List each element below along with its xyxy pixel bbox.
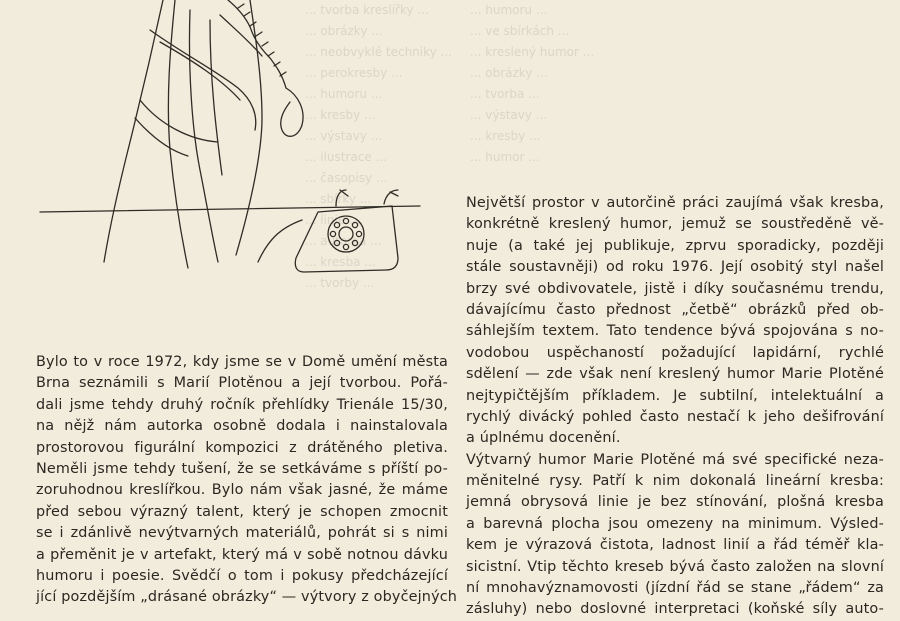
text-line: Největší prostor v autorčině práci zaujímá však kresba, <box>466 195 884 211</box>
text-line: sdělení — zde však není kreslený humor Marie Plotěné <box>466 366 884 383</box>
text-line: na nějž nám autorka osobně dodala i nainstalovala <box>36 418 448 435</box>
text-line: a přeměnit je v artefakt, který má v sobě notnou dávku <box>36 546 448 563</box>
bleed-line: ... výstavy ... <box>470 108 548 122</box>
text-line: sáhlejším textem. Tato tendence bývá spojována s no- <box>466 323 884 340</box>
text-line: nejtypičtějším příkladem. Je subtilní, intelektuální a <box>466 387 884 404</box>
bleed-line: ... obrázky ... <box>470 66 548 80</box>
phone-cord <box>258 220 302 262</box>
telephone-cradle <box>336 190 348 206</box>
text-line: Neměli jsme tehdy tušení, že se setkáváme s příští po- <box>36 460 448 477</box>
text-line: Výtvarný humor Marie Plotěné má své specifické neza- <box>466 451 884 468</box>
text-line: jící pozdějším „drásané obrázky“ — výtvory z obyčejných <box>36 589 458 606</box>
bleed-line: ... výstavy ... <box>305 129 383 143</box>
bleed-line: ... humoru ... <box>470 3 548 17</box>
text-line: rychlý divácký pohled často nestačí k jeho dešifrování <box>466 408 884 425</box>
text-line: zoruhodnou kreslířkou. Bylo nám však jasné, že máme <box>36 482 448 499</box>
text-line: brzy své obdivovatele, jistě i díky současnému trendu, <box>466 280 884 297</box>
text-line: se i zdánlivě nevýtvarných materiálů, pohrát si s nimi <box>36 525 448 542</box>
bleed-line: ... tvorby ... <box>305 276 375 290</box>
text-line: a úplnému docenění. <box>466 430 621 447</box>
text-line: kem je výrazová čistota, ladnost linií a řád téměř kla- <box>466 537 884 554</box>
bleed-line: ... kreslený humor ... <box>470 45 595 59</box>
figure-outline <box>104 0 163 262</box>
bleed-line: ... kresby ... <box>305 108 376 122</box>
bleed-line: ... obrázky ... <box>305 24 383 38</box>
bleed-line: ... tvorba kreslířky ... <box>305 3 429 17</box>
receiver-outline <box>281 88 303 136</box>
bleed-line: ... perokresby ... <box>305 66 403 80</box>
text-line: vodobou uspěchaností požadující lapidární, rychlé <box>466 344 884 361</box>
bleed-line: ... linie ... <box>305 213 361 227</box>
cord-zigzag <box>228 0 286 88</box>
text-line: dávajícímu často přednost „četbě“ obrázků před ob- <box>466 301 884 318</box>
article-column-right <box>466 193 884 621</box>
rotary-dial <box>328 216 364 252</box>
bleed-line: ... sbírky ... <box>305 192 372 206</box>
bleed-line: ... ilustrace ... <box>305 150 388 164</box>
bleed-line: ... kresba ... <box>305 255 376 269</box>
text-line: nuje (a také jej publikuje, zprvu sporadicky, později <box>466 237 884 254</box>
text-line: před sebou výrazný talent, který je schopen zmocnit <box>36 503 448 520</box>
text-line: jemná obrysová linie je bez stínování, plošná kresba <box>466 494 884 511</box>
text-line: ní mnohavýznamovosti (jízdní řád se stane „řádem“ za <box>466 580 884 597</box>
text-line: stále soustavněji) od roku 1976. Její osobitý styl našel <box>466 259 884 276</box>
bleed-through-text-right <box>470 0 900 185</box>
telephone-woman-illustration <box>0 0 460 330</box>
text-line: Brna seznámili s Marií Plotěnou a její tvorbou. Pořá- <box>36 375 448 392</box>
text-line: humoru i poesie. Svědčí o tom i pokusy předcházející <box>36 567 448 584</box>
text-line: dali jsme tehdy druhý ročník přehlídky Trienále 15/30, <box>36 396 448 413</box>
text-line: měnitelné rysy. Patří k nim dokonalá lineární kresba: <box>466 473 884 490</box>
bleed-line: ... autorka ... <box>305 234 382 248</box>
bleed-line: ... neobvyklé techniky ... <box>305 45 452 59</box>
bleed-line: ... humor ... <box>470 150 540 164</box>
bleed-line: ... ve sbírkách ... <box>470 24 570 38</box>
text-line: konkrétně kreslený humor, jemuž se soustředěně vě- <box>466 216 884 233</box>
bleed-line: ... tvorba ... <box>470 87 540 101</box>
text-line: Bylo to v roce 1972, kdy jsme se v Domě umění města <box>36 354 448 370</box>
text-line: sicistní. Vtip těchto kreseb bývá často založen na slovní <box>466 558 884 575</box>
bleed-line: ... časopisy ... <box>305 171 388 185</box>
bleed-line: ... humoru ... <box>305 87 383 101</box>
text-line: prostorovou figurální kompozici z drátěného pletiva. <box>36 439 448 456</box>
bleed-line: ... kresby ... <box>470 129 541 143</box>
text-line: zásluhy) nebo doslovné interpretaci (koňské síly auto- <box>466 601 884 618</box>
article-column-left <box>36 352 458 609</box>
text-line: a barevná plocha jsou omezeny na minimum. Výsled- <box>466 515 884 532</box>
